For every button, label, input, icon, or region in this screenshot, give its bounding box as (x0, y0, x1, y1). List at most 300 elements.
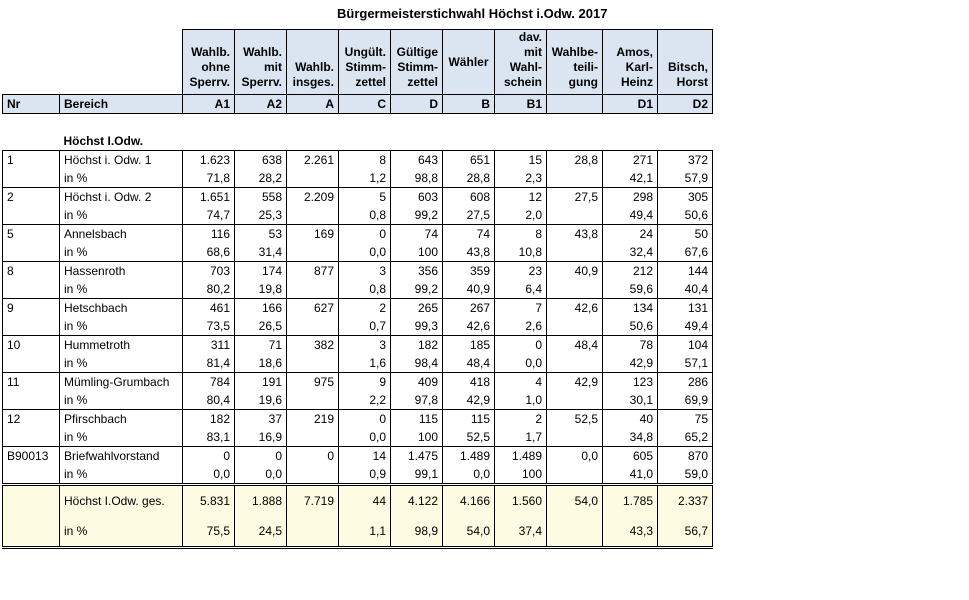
percent-cell: 99,2 (391, 280, 443, 299)
percent-label: in % (60, 317, 183, 336)
column-header: Gültige Stimm- zettel (391, 30, 443, 95)
value-cell: 2.261 (287, 151, 339, 170)
total-percent-label: in % (60, 516, 183, 548)
value-cell: 37 (235, 410, 287, 429)
value-cell: 356 (391, 262, 443, 281)
percent-cell: 0,0 (495, 354, 547, 373)
value-cell: 877 (287, 262, 339, 281)
percent-label: in % (60, 391, 183, 410)
column-header: Wahlb. ohne Sperrv. (183, 30, 235, 95)
column-code: D2 (658, 95, 713, 114)
percent-cell: 52,5 (443, 428, 495, 447)
percent-cell: 100 (391, 428, 443, 447)
column-header: Amos, Karl- Heinz (603, 30, 658, 95)
value-cell: 28,8 (547, 151, 603, 170)
column-code: C (339, 95, 391, 114)
spacer-cell (603, 114, 658, 133)
value-cell: 267 (443, 299, 495, 318)
value-cell: 74 (391, 225, 443, 244)
spacer-cell (183, 114, 235, 133)
total-percent: 56,7 (658, 516, 713, 548)
percent-cell (547, 465, 603, 485)
value-cell: 0 (287, 447, 339, 466)
section-row (3, 132, 713, 151)
spacer-cell (658, 114, 713, 133)
table-row (3, 225, 713, 244)
value-cell: 15 (495, 151, 547, 170)
percent-cell: 57,9 (658, 169, 713, 188)
district-number-blank (3, 317, 60, 336)
percent-cell: 0,0 (339, 243, 391, 262)
total-percent: 24,5 (235, 516, 287, 548)
value-cell: 4 (495, 373, 547, 392)
percent-cell: 73,5 (183, 317, 235, 336)
section-title: Höchst I.Odw. (63, 134, 144, 148)
table-row-percent (3, 428, 713, 447)
percent-cell: 0,0 (235, 465, 287, 485)
value-cell: 78 (603, 336, 658, 355)
value-cell: 409 (391, 373, 443, 392)
results-table (2, 29, 713, 549)
percent-cell: 0,8 (339, 206, 391, 225)
value-cell: 651 (443, 151, 495, 170)
table-row (3, 262, 713, 281)
total-percent-row (3, 516, 713, 548)
percent-cell: 68,6 (183, 243, 235, 262)
district-number: 5 (3, 225, 60, 244)
percent-cell: 42,1 (603, 169, 658, 188)
value-cell: 271 (603, 151, 658, 170)
value-cell: 123 (603, 373, 658, 392)
percent-cell: 48,4 (443, 354, 495, 373)
district-number: 2 (3, 188, 60, 207)
total-value: 54,0 (547, 485, 603, 517)
percent-cell: 1,2 (339, 169, 391, 188)
total-percent: 37,4 (495, 516, 547, 548)
value-cell: 975 (287, 373, 339, 392)
value-cell: 23 (495, 262, 547, 281)
value-cell: 52,5 (547, 410, 603, 429)
percent-cell: 71,8 (183, 169, 235, 188)
value-cell: 50 (658, 225, 713, 244)
percent-cell: 69,9 (658, 391, 713, 410)
value-cell: 608 (443, 188, 495, 207)
percent-cell (287, 428, 339, 447)
percent-cell: 25,3 (235, 206, 287, 225)
section-blank (3, 132, 60, 151)
spacer-cell (391, 114, 443, 133)
percent-cell: 100 (391, 243, 443, 262)
percent-cell: 19,6 (235, 391, 287, 410)
district-number: 1 (3, 151, 60, 170)
district-number-blank (3, 465, 60, 485)
value-cell: 605 (603, 447, 658, 466)
value-cell: 643 (391, 151, 443, 170)
column-code: A (287, 95, 339, 114)
percent-cell: 6,4 (495, 280, 547, 299)
value-cell: 134 (603, 299, 658, 318)
percent-cell: 97,8 (391, 391, 443, 410)
value-cell: 7 (495, 299, 547, 318)
percent-cell: 10,8 (495, 243, 547, 262)
percent-cell: 42,6 (443, 317, 495, 336)
column-header: Wahlb. insges. (287, 30, 339, 95)
value-cell: 182 (183, 410, 235, 429)
district-number-blank (3, 243, 60, 262)
header-blank (60, 30, 183, 95)
value-cell: 0 (339, 410, 391, 429)
spacer-cell (339, 114, 391, 133)
percent-cell: 1,7 (495, 428, 547, 447)
percent-cell: 50,6 (603, 317, 658, 336)
percent-cell (547, 206, 603, 225)
value-cell: 1.489 (495, 447, 547, 466)
district-name: Briefwahlvorstand (60, 447, 183, 466)
percent-cell: 32,4 (603, 243, 658, 262)
percent-cell: 28,8 (443, 169, 495, 188)
value-cell: 71 (235, 336, 287, 355)
table-row-percent (3, 169, 713, 188)
percent-label: in % (60, 169, 183, 188)
table-row (3, 410, 713, 429)
value-cell: 14 (339, 447, 391, 466)
value-cell: 75 (658, 410, 713, 429)
district-name: Höchst i. Odw. 1 (60, 151, 183, 170)
percent-cell: 27,5 (443, 206, 495, 225)
table-row-percent (3, 206, 713, 225)
spacer-cell (495, 114, 547, 133)
percent-cell: 34,8 (603, 428, 658, 447)
percent-cell: 49,4 (658, 317, 713, 336)
percent-cell: 1,0 (495, 391, 547, 410)
total-percent: 54,0 (443, 516, 495, 548)
column-header: Ungült. Stimm- zettel (339, 30, 391, 95)
value-cell: 1.651 (183, 188, 235, 207)
value-cell: 265 (391, 299, 443, 318)
value-cell: 169 (287, 225, 339, 244)
district-name: Hassenroth (60, 262, 183, 281)
percent-cell (287, 354, 339, 373)
value-cell: 1.475 (391, 447, 443, 466)
district-name: Höchst i. Odw. 2 (60, 188, 183, 207)
value-cell: 212 (603, 262, 658, 281)
page-title: Bürgermeisterstichwahl Höchst i.Odw. 2017 (337, 6, 608, 21)
percent-cell (547, 391, 603, 410)
percent-cell: 42,9 (443, 391, 495, 410)
total-percent (547, 516, 603, 548)
total-percent: 75,5 (183, 516, 235, 548)
value-cell: 305 (658, 188, 713, 207)
percent-cell: 74,7 (183, 206, 235, 225)
table-row (3, 299, 713, 318)
value-cell: 1.489 (443, 447, 495, 466)
district-number-blank (3, 428, 60, 447)
value-cell: 0 (183, 447, 235, 466)
percent-cell: 59,6 (603, 280, 658, 299)
percent-cell: 1,6 (339, 354, 391, 373)
spacer-cell (443, 114, 495, 133)
percent-cell: 31,4 (235, 243, 287, 262)
value-cell: 104 (658, 336, 713, 355)
percent-cell (287, 206, 339, 225)
total-percent (287, 516, 339, 548)
total-value: 7.719 (287, 485, 339, 517)
value-cell: 115 (391, 410, 443, 429)
value-cell: 627 (287, 299, 339, 318)
value-cell: 219 (287, 410, 339, 429)
percent-cell (547, 243, 603, 262)
percent-cell (547, 428, 603, 447)
value-cell: 42,6 (547, 299, 603, 318)
spacer-cell (60, 114, 183, 133)
value-cell: 870 (658, 447, 713, 466)
total-value: 2.337 (658, 485, 713, 517)
value-cell: 359 (443, 262, 495, 281)
percent-label: in % (60, 206, 183, 225)
column-header: Wahlb. mit Sperrv. (235, 30, 287, 95)
value-cell: 185 (443, 336, 495, 355)
value-cell: 48,4 (547, 336, 603, 355)
percent-cell: 28,2 (235, 169, 287, 188)
district-number: 9 (3, 299, 60, 318)
percent-cell: 80,4 (183, 391, 235, 410)
value-cell: 12 (495, 188, 547, 207)
district-number: 8 (3, 262, 60, 281)
percent-cell: 98,4 (391, 354, 443, 373)
percent-cell: 0,9 (339, 465, 391, 485)
percent-cell: 42,9 (603, 354, 658, 373)
spacer-cell (235, 114, 287, 133)
table-row-percent (3, 243, 713, 262)
district-number-blank (3, 206, 60, 225)
percent-cell (287, 465, 339, 485)
spacer-cell (3, 114, 60, 133)
percent-label: in % (60, 280, 183, 299)
value-cell: 0 (235, 447, 287, 466)
column-header: Bitsch, Horst (658, 30, 713, 95)
percent-cell: 0,0 (443, 465, 495, 485)
percent-cell (287, 243, 339, 262)
value-cell: 298 (603, 188, 658, 207)
column-code: A2 (235, 95, 287, 114)
total-value: 1.785 (603, 485, 658, 517)
district-number-blank (3, 169, 60, 188)
column-header: Wahlbe- teili- gung (547, 30, 603, 95)
value-cell: 191 (235, 373, 287, 392)
column-code: A1 (183, 95, 235, 114)
percent-cell (287, 317, 339, 336)
column-code (547, 95, 603, 114)
value-cell: 3 (339, 336, 391, 355)
value-cell: 166 (235, 299, 287, 318)
total-name: Höchst I.Odw. ges. (60, 485, 183, 517)
percent-cell: 16,9 (235, 428, 287, 447)
value-cell: 558 (235, 188, 287, 207)
percent-cell: 50,6 (658, 206, 713, 225)
column-code: B1 (495, 95, 547, 114)
total-percent: 43,3 (603, 516, 658, 548)
value-cell: 144 (658, 262, 713, 281)
value-cell: 2 (339, 299, 391, 318)
total-percent: 1,1 (339, 516, 391, 548)
value-cell: 182 (391, 336, 443, 355)
percent-cell (547, 354, 603, 373)
percent-cell: 0,8 (339, 280, 391, 299)
percent-cell: 43,8 (443, 243, 495, 262)
percent-cell: 98,8 (391, 169, 443, 188)
value-cell: 1.623 (183, 151, 235, 170)
district-name: Hetschbach (60, 299, 183, 318)
value-cell: 40 (603, 410, 658, 429)
percent-cell: 26,5 (235, 317, 287, 336)
percent-cell: 2,3 (495, 169, 547, 188)
percent-cell: 18,6 (235, 354, 287, 373)
percent-cell (287, 280, 339, 299)
percent-cell: 40,9 (443, 280, 495, 299)
percent-label: in % (60, 428, 183, 447)
percent-cell: 19,8 (235, 280, 287, 299)
percent-cell (547, 317, 603, 336)
percent-cell: 100 (495, 465, 547, 485)
total-value: 44 (339, 485, 391, 517)
percent-cell: 30,1 (603, 391, 658, 410)
district-name: Mümling-Grumbach (60, 373, 183, 392)
value-cell: 24 (603, 225, 658, 244)
value-cell: 638 (235, 151, 287, 170)
total-value: 4.166 (443, 485, 495, 517)
percent-cell (287, 391, 339, 410)
percent-cell: 80,2 (183, 280, 235, 299)
table-row-percent (3, 354, 713, 373)
total-blank (3, 516, 60, 548)
percent-label: in % (60, 243, 183, 262)
spacer-cell (547, 114, 603, 133)
value-cell: 131 (658, 299, 713, 318)
value-cell: 9 (339, 373, 391, 392)
district-number-blank (3, 391, 60, 410)
header-blank (3, 30, 60, 95)
total-value: 5.831 (183, 485, 235, 517)
total-value: 4.122 (391, 485, 443, 517)
table-row (3, 373, 713, 392)
percent-label: in % (60, 354, 183, 373)
table-row-percent (3, 465, 713, 485)
percent-label: in % (60, 465, 183, 485)
value-cell: 372 (658, 151, 713, 170)
percent-cell (287, 169, 339, 188)
value-cell: 2.209 (287, 188, 339, 207)
value-cell: 311 (183, 336, 235, 355)
table-row (3, 447, 713, 466)
percent-cell (547, 169, 603, 188)
bereich-header: Bereich (60, 95, 183, 114)
table-row (3, 336, 713, 355)
percent-cell: 49,4 (603, 206, 658, 225)
table-row (3, 151, 713, 170)
percent-cell: 81,4 (183, 354, 235, 373)
percent-cell: 59,0 (658, 465, 713, 485)
code-row (3, 95, 713, 114)
table-row (3, 188, 713, 207)
percent-cell: 0,0 (339, 428, 391, 447)
value-cell: 42,9 (547, 373, 603, 392)
percent-cell: 2,0 (495, 206, 547, 225)
percent-cell: 83,1 (183, 428, 235, 447)
spacer-row (3, 114, 713, 133)
value-cell: 8 (339, 151, 391, 170)
value-cell: 2 (495, 410, 547, 429)
district-number-blank (3, 280, 60, 299)
district-number-blank (3, 354, 60, 373)
percent-cell: 2,2 (339, 391, 391, 410)
total-value: 1.888 (235, 485, 287, 517)
value-cell: 703 (183, 262, 235, 281)
percent-cell: 67,6 (658, 243, 713, 262)
nr-header: Nr (3, 95, 60, 114)
value-cell: 382 (287, 336, 339, 355)
value-cell: 784 (183, 373, 235, 392)
percent-cell: 40,4 (658, 280, 713, 299)
value-cell: 53 (235, 225, 287, 244)
district-name: Hummetroth (60, 336, 183, 355)
district-name: Pfirschbach (60, 410, 183, 429)
district-number: 11 (3, 373, 60, 392)
district-number: 12 (3, 410, 60, 429)
total-row (3, 485, 713, 517)
value-cell: 461 (183, 299, 235, 318)
total-value: 1.560 (495, 485, 547, 517)
column-code: D1 (603, 95, 658, 114)
value-cell: 27,5 (547, 188, 603, 207)
percent-cell: 0,7 (339, 317, 391, 336)
percent-cell: 99,2 (391, 206, 443, 225)
spacer-cell (287, 114, 339, 133)
percent-cell: 99,3 (391, 317, 443, 336)
percent-cell: 57,1 (658, 354, 713, 373)
value-cell: 3 (339, 262, 391, 281)
value-cell: 174 (235, 262, 287, 281)
value-cell: 40,9 (547, 262, 603, 281)
column-header: Wähler (443, 30, 495, 95)
percent-cell (547, 280, 603, 299)
value-cell: 116 (183, 225, 235, 244)
column-code: D (391, 95, 443, 114)
total-blank (3, 485, 60, 517)
value-cell: 418 (443, 373, 495, 392)
value-cell: 43,8 (547, 225, 603, 244)
percent-cell: 41,0 (603, 465, 658, 485)
value-cell: 286 (658, 373, 713, 392)
column-code: B (443, 95, 495, 114)
value-cell: 603 (391, 188, 443, 207)
total-percent: 98,9 (391, 516, 443, 548)
value-cell: 115 (443, 410, 495, 429)
header-row (3, 30, 713, 95)
value-cell: 74 (443, 225, 495, 244)
percent-cell: 99,1 (391, 465, 443, 485)
table-row-percent (3, 280, 713, 299)
district-number: B90013 (3, 447, 60, 466)
column-header: dav. mit Wahl- schein (495, 30, 547, 95)
district-number: 10 (3, 336, 60, 355)
table-row-percent (3, 391, 713, 410)
value-cell: 5 (339, 188, 391, 207)
percent-cell: 65,2 (658, 428, 713, 447)
value-cell: 8 (495, 225, 547, 244)
value-cell: 0 (339, 225, 391, 244)
percent-cell: 2,6 (495, 317, 547, 336)
value-cell: 0,0 (547, 447, 603, 466)
